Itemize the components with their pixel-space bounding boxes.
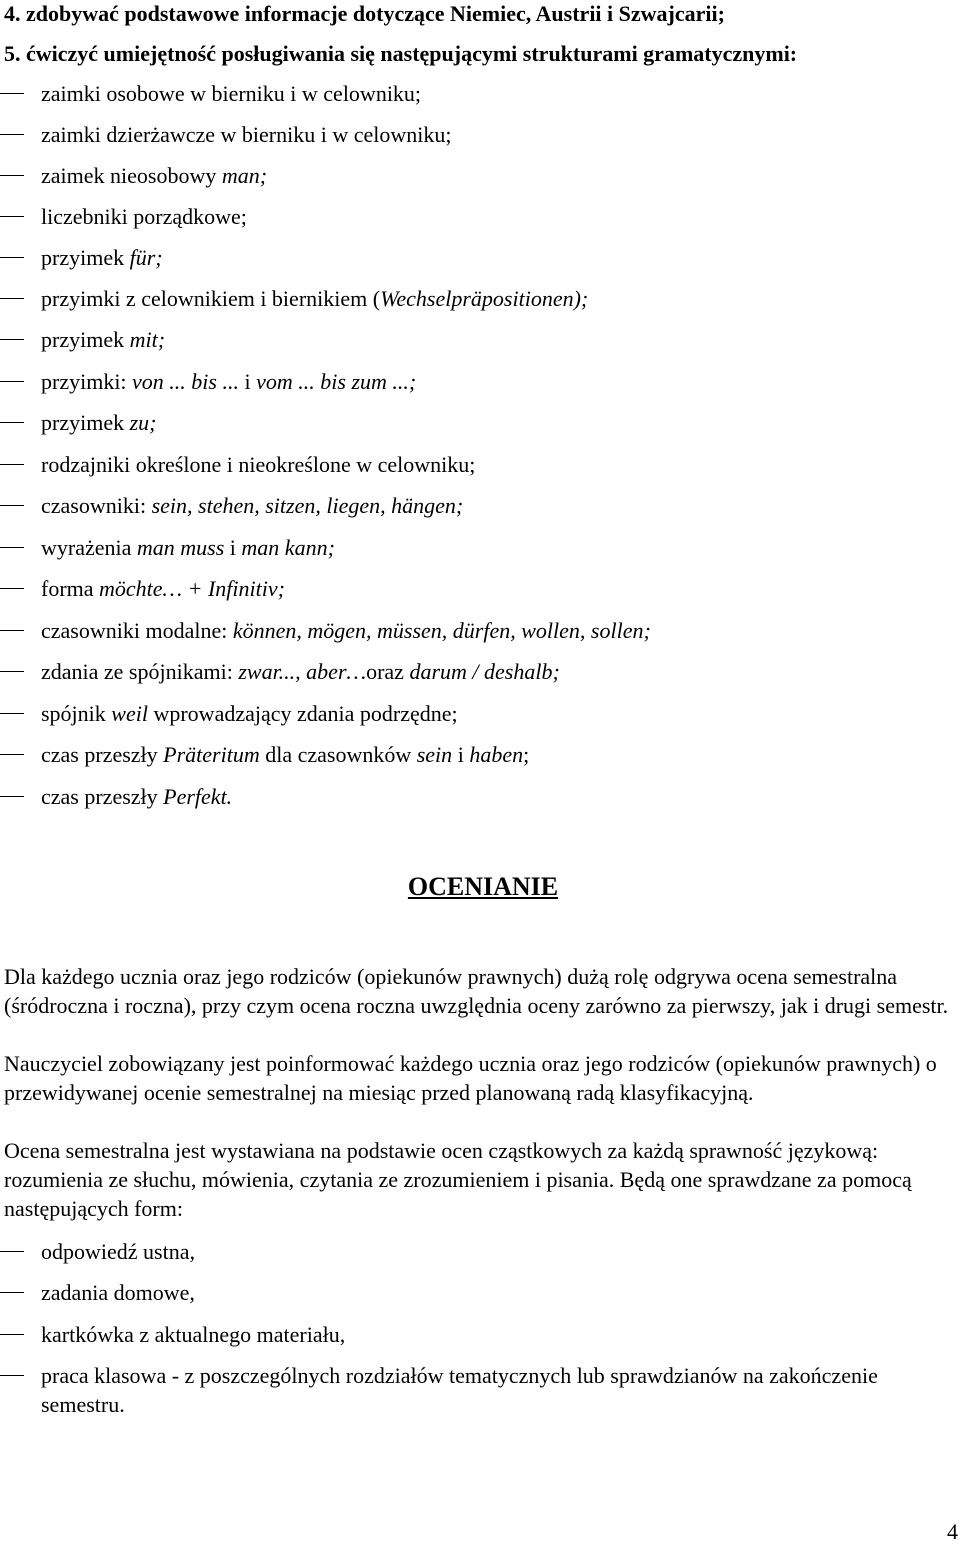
dash-bullet	[0, 505, 24, 506]
dash-bullet	[0, 381, 24, 382]
dash-bullet	[0, 796, 24, 797]
dash-bullet	[0, 1334, 24, 1335]
dash-bullet	[0, 547, 24, 548]
dash-bullet	[0, 630, 24, 631]
dash-bullet	[0, 216, 24, 217]
dash-bullet	[0, 671, 24, 672]
dash-bullet	[0, 754, 24, 755]
dash-bullet	[0, 298, 24, 299]
dash-bullet	[0, 1292, 24, 1293]
point-4: 4. zdobywać podstawowe informacje dotyczące Niemiec, Austrii i Szwajcarii;	[4, 1, 725, 26]
paragraph: Nauczyciel zobowiązany jest poinformować każdego ucznia oraz jego rodziców (opiekunów prawnych) o przewidywanej ocenie semestralnej na miesiąc przed planowaną radą klasyfikacyjną.	[4, 1051, 937, 1105]
dash-bullet	[0, 713, 24, 714]
dash-bullet	[0, 1251, 24, 1252]
dash-bullet	[0, 464, 24, 465]
dash-bullet	[0, 257, 24, 258]
dash-bullet	[0, 1375, 24, 1376]
point-5: 5. ćwiczyć umiejętność posługiwania się następującymi strukturami gramatycznymi:	[4, 41, 798, 66]
dash-bullet	[0, 588, 24, 589]
dash-bullet	[0, 422, 24, 423]
dash-bullet	[0, 175, 24, 176]
paragraph: Dla każdego ucznia oraz jego rodziców (opiekunów prawnych) dużą rolę odgrywa ocena semestralna (śródroczna i roczna), przy czym ocena roczna uwzględnia oceny zarówno za pierwszy, jak i drugi semestr.	[4, 964, 949, 1018]
dash-bullet	[0, 134, 24, 135]
section-title: OCENIANIE	[407, 872, 559, 901]
dash-bullet	[0, 93, 24, 94]
paragraph: Ocena semestralna jest wystawiana na podstawie ocen cząstkowych za każdą sprawność językową: rozumienia ze słuchu, mówienia, czytania ze zrozumieniem i pisania. Będą one sprawdzane za pomocą następujących form:	[4, 1138, 912, 1221]
page-number: 4	[947, 1519, 958, 1544]
dash-bullet	[0, 339, 24, 340]
